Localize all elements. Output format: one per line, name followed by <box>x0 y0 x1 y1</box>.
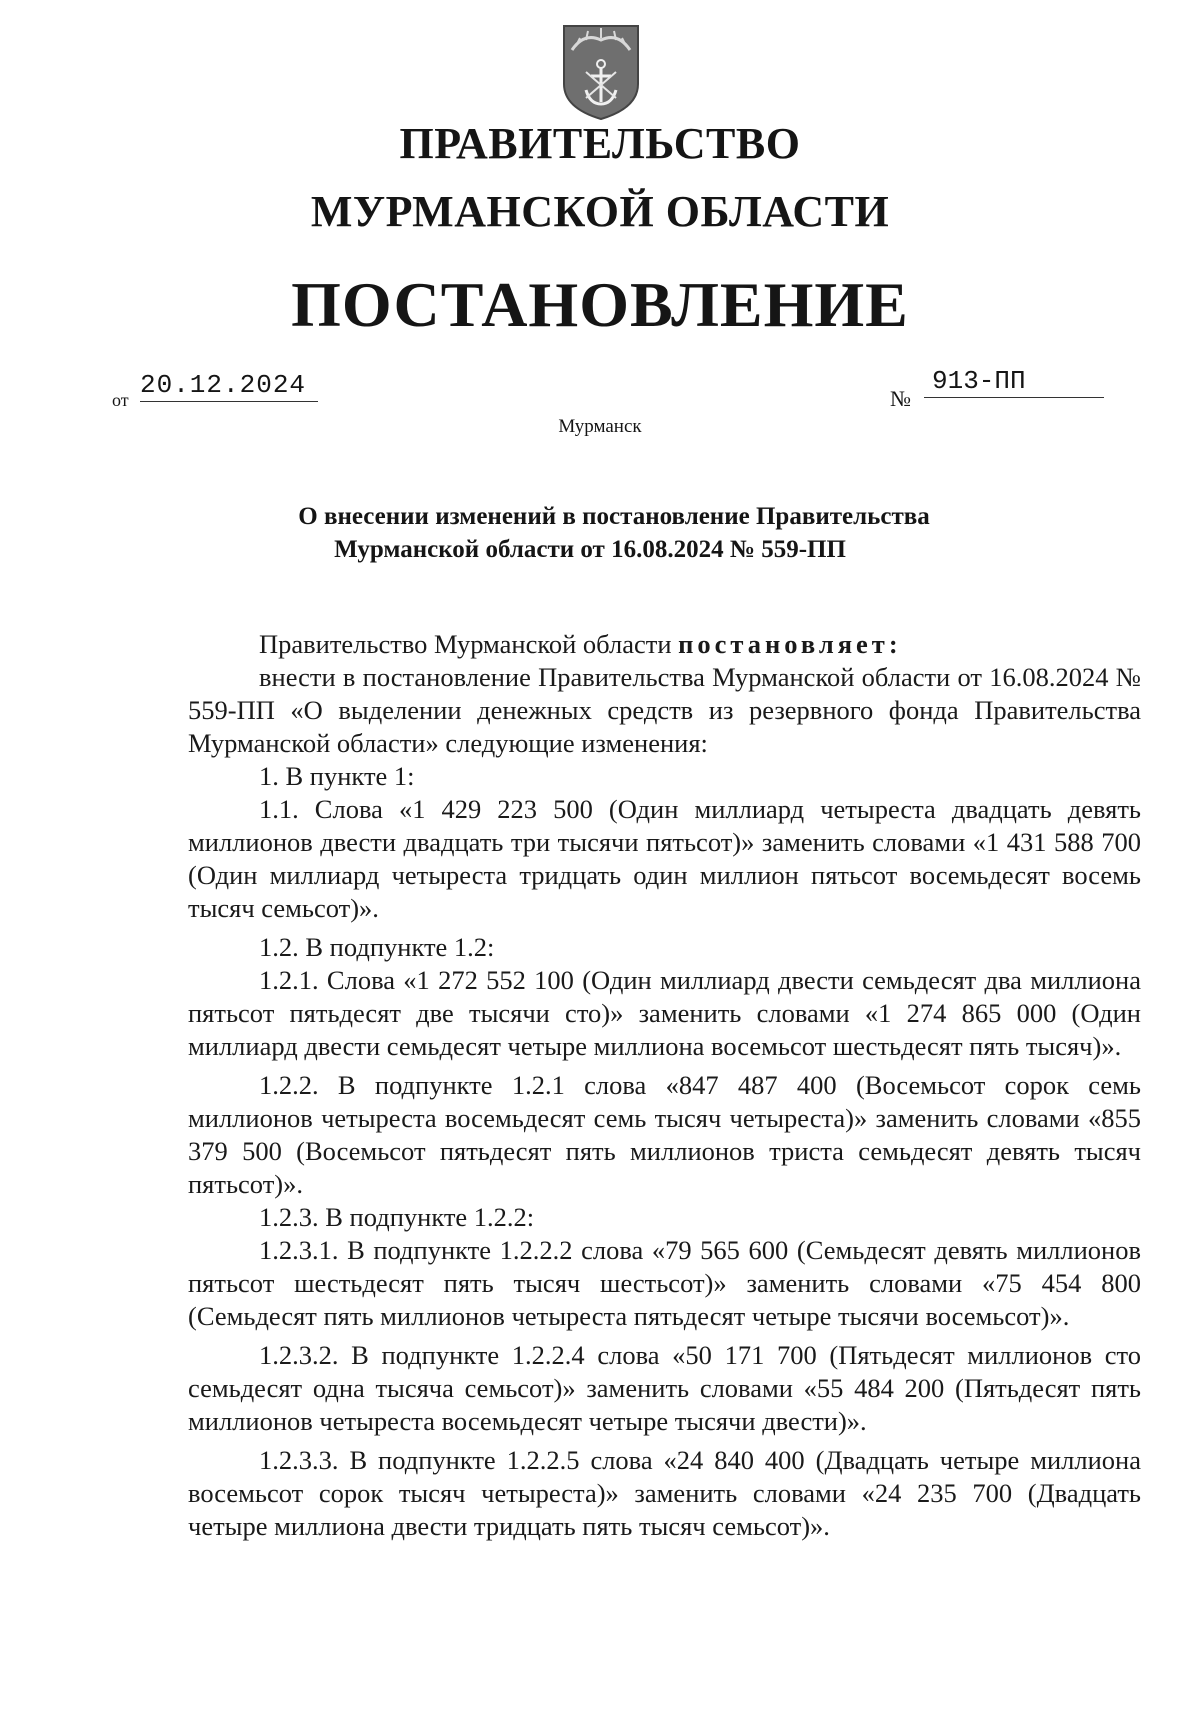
coat-of-arms-icon <box>560 22 642 122</box>
clause-1-2-3-3: 1.2.3.3. В подпункте 1.2.2.5 слова «24 840 400 (Двадцать четыре миллиона восемьсот сорок тысяч четыреста)» заменить словами «24 235 700 (Двадцать четыре миллиона двести тридцать пять тысяч семьсот)». <box>188 1445 1141 1541</box>
number-value: 913-ПП <box>924 366 1104 398</box>
clause-1: 1. В пункте 1: <box>259 761 415 791</box>
clause-1-2-3-1: 1.2.3.1. В подпункте 1.2.2.2 слова «79 565 600 (Семьдесят девять миллионов пятьсот шестьдесят пять тысяч шестьсот)» заменить словами «75 454 800 (Семьдесят пять миллионов четыреста пятьдесят четыре тысячи восемьсот)». <box>188 1235 1141 1331</box>
clause-1-2-1: 1.2.1. Слова «1 272 552 100 (Один миллиард двести семьдесят два миллиона пятьсот пятьдесят две тысячи сто)» заменить словами «1 274 865 000 (Один миллиард двести семьдесят четыре миллиона восемьсот шестьдесят пять тысяч)». <box>188 965 1141 1061</box>
main-paragraph: внести в постановление Правительства Мурманской области от 16.08.2024 № 559-ПП «О выделении денежных средств из резервного фонда Правительства Мурманской области» следующие изменения: <box>188 662 1141 758</box>
intro-resolves: постановляет: <box>678 629 902 659</box>
intro-prefix: Правительство Мурманской области <box>259 629 672 659</box>
clause-1-2-3-2: 1.2.3.2. В подпункте 1.2.2.4 слова «50 171 700 (Пятьдесят миллионов сто семьдесят одна тысяча семьсот)» заменить словами «55 484 200 (Пятьдесят пять миллионов четыреста восемьдесят четыре тысячи двести)». <box>188 1340 1141 1436</box>
date-label: от <box>112 390 129 410</box>
intro-paragraph <box>188 628 1141 661</box>
government-name-line1: ПРАВИТЕЛЬСТВО <box>399 119 801 168</box>
clause-1-2-3: 1.2.3. В подпункте 1.2.2: <box>259 1202 535 1232</box>
document-body <box>188 628 1141 1543</box>
clause-1-2-2: 1.2.2. В подпункте 1.2.1 слова «847 487 400 (Восемьсот сорок семь миллионов четыреста восемьдесят семь тысяч четыреста)» заменить словами «855 379 500 (Восемьсот пятьдесят пять миллионов триста семьдесят девять тысяч пятьсот)». <box>188 1070 1141 1199</box>
document-title-line2: Мурманской области от 16.08.2024 № 559-ПП <box>334 536 846 563</box>
government-name-line2: МУРМАНСКОЙ ОБЛАСТИ <box>310 187 890 236</box>
document-type-heading: ПОСТАНОВЛЕНИЕ <box>291 269 909 340</box>
clause-1-1: 1.1. Слова «1 429 223 500 (Один миллиард четыреста двадцать девять миллионов двести двадцать три тысячи пятьсот)» заменить словами «1 431 588 700 (Один миллиард четыреста тридцать один миллион пятьсот восемьдесят восемь тысяч семьсот)». <box>188 794 1141 923</box>
city-name: Мурманск <box>558 416 642 437</box>
document-title-line1: О внесении изменений в постановление Правительства <box>298 503 930 530</box>
clause-1-2: 1.2. В подпункте 1.2: <box>259 932 495 962</box>
number-label: № <box>890 386 911 411</box>
date-value: 20.12.2024 <box>140 370 318 402</box>
